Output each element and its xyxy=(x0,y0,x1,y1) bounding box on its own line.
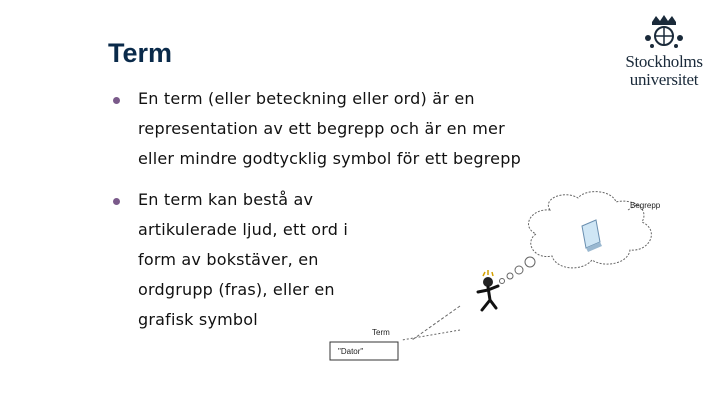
bullet-2-line-2: artikulerade ljud, ett ord i xyxy=(138,220,348,239)
connector-line xyxy=(402,330,460,340)
university-logo xyxy=(618,12,710,92)
crown-seal-icon xyxy=(618,12,710,52)
bullet-dot xyxy=(113,97,120,104)
term-label: Term xyxy=(372,328,390,337)
term-concept-diagram xyxy=(320,190,720,370)
page-title: Term xyxy=(108,38,173,68)
thought-bubble xyxy=(525,257,535,267)
thought-bubble xyxy=(500,279,505,284)
thought-bubble xyxy=(507,273,513,279)
bullet-2-line-1: En term kan bestå av xyxy=(138,190,314,209)
bullet-1-line-1: En term (eller beteckning eller ord) är en xyxy=(138,89,475,108)
bullet-dot xyxy=(113,198,120,205)
bullet-2-line-3: form av bokstäver, en xyxy=(138,250,319,269)
thought-bubble xyxy=(515,266,523,274)
connector-line xyxy=(412,306,460,340)
logo-text-line-2: universitet xyxy=(629,70,699,89)
logo-text-line-1: Stockholms xyxy=(625,52,703,71)
bullet-1-line-3: eller mindre godtycklig symbol för ett begrepp xyxy=(138,149,521,168)
bullet-1-line-2: representation av ett begrepp och är en mer xyxy=(138,119,505,138)
person-figure xyxy=(478,270,498,310)
bullet-2-line-4: ordgrupp (fras), eller en xyxy=(138,280,335,299)
term-example-text: "Dator" xyxy=(338,347,364,356)
concept-label: Begrepp xyxy=(630,201,661,210)
bullet-2-line-5: grafisk symbol xyxy=(138,310,258,329)
